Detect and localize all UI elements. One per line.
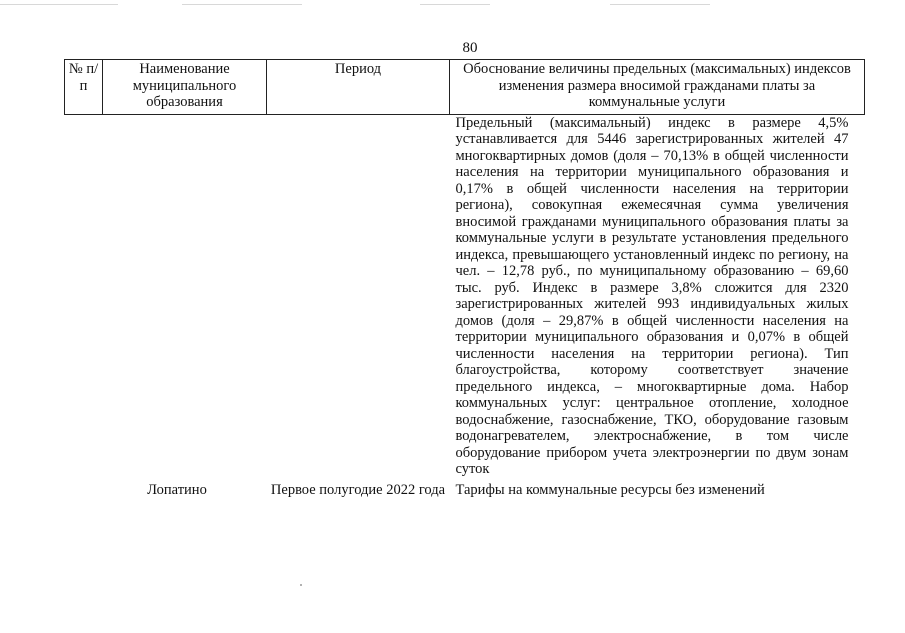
scan-speck xyxy=(300,584,302,586)
cell-num xyxy=(65,478,103,499)
cell-period xyxy=(267,114,450,478)
cell-basis: Тарифы на коммунальные ресурсы без изменений xyxy=(455,481,765,498)
header-basis: Обоснование величины предельных (максимальных) индексов изменения размера вносимой гражданами платы за коммунальные услуги xyxy=(450,60,865,115)
cell-basis: Предельный (максимальный) индекс в размере 4,5% устанавливается для 5446 зарегистрированных жителей 47 многоквартирных домов (доля – 70,13% в общей численности населения на территории муниципального образования и 0,17% в общей численности населения на территории региона), совокупная ежемесячная сумма увеличения вносимой гражданами муниципального образования платы за коммунальные услуги в результате установления предельного индекса, превышающего установленный индекс по региону, на чел. – 12,78 руб., по муниципальному образованию – 69,60 тыс. руб. Индекс в размере 3,8% сложится для 2320 зарегистрированных жителей 993 индивидуальных жилых домов (доля – 29,87% в общей численности населения на территории муниципального образования и 0,07% в общей численности населения на территории региона). Тип благоустройства, которому соответствует значение предельного индекса, – многоквартирные дома. Набор коммунальных услуг: центральное отопление, холодное водоснабжение, газоснабжение, ТКО, оборудование газовым водонагревателем, электроснабжение, в том числе оборудование прибором учета электроэнергии по двум зонам суток xyxy=(455,114,849,477)
cell-municipality xyxy=(103,114,267,478)
header-num: № п/п xyxy=(65,60,103,115)
table-row xyxy=(65,114,865,478)
table-header-row xyxy=(65,60,865,115)
scan-artifact-line xyxy=(182,4,302,5)
header-municipality: Наименование муниципального образования xyxy=(103,60,267,115)
indices-table xyxy=(64,59,865,498)
cell-period: Первое полугодие 2022 года xyxy=(270,481,446,498)
table-row xyxy=(65,478,865,499)
scan-artifact-line xyxy=(420,4,490,5)
cell-num xyxy=(65,114,103,478)
cell-municipality: Лопатино xyxy=(147,481,207,498)
scan-artifact-line xyxy=(0,4,118,5)
scan-artifact-line xyxy=(610,4,710,5)
page-number: 80 xyxy=(462,40,478,56)
header-period: Период xyxy=(267,60,450,115)
